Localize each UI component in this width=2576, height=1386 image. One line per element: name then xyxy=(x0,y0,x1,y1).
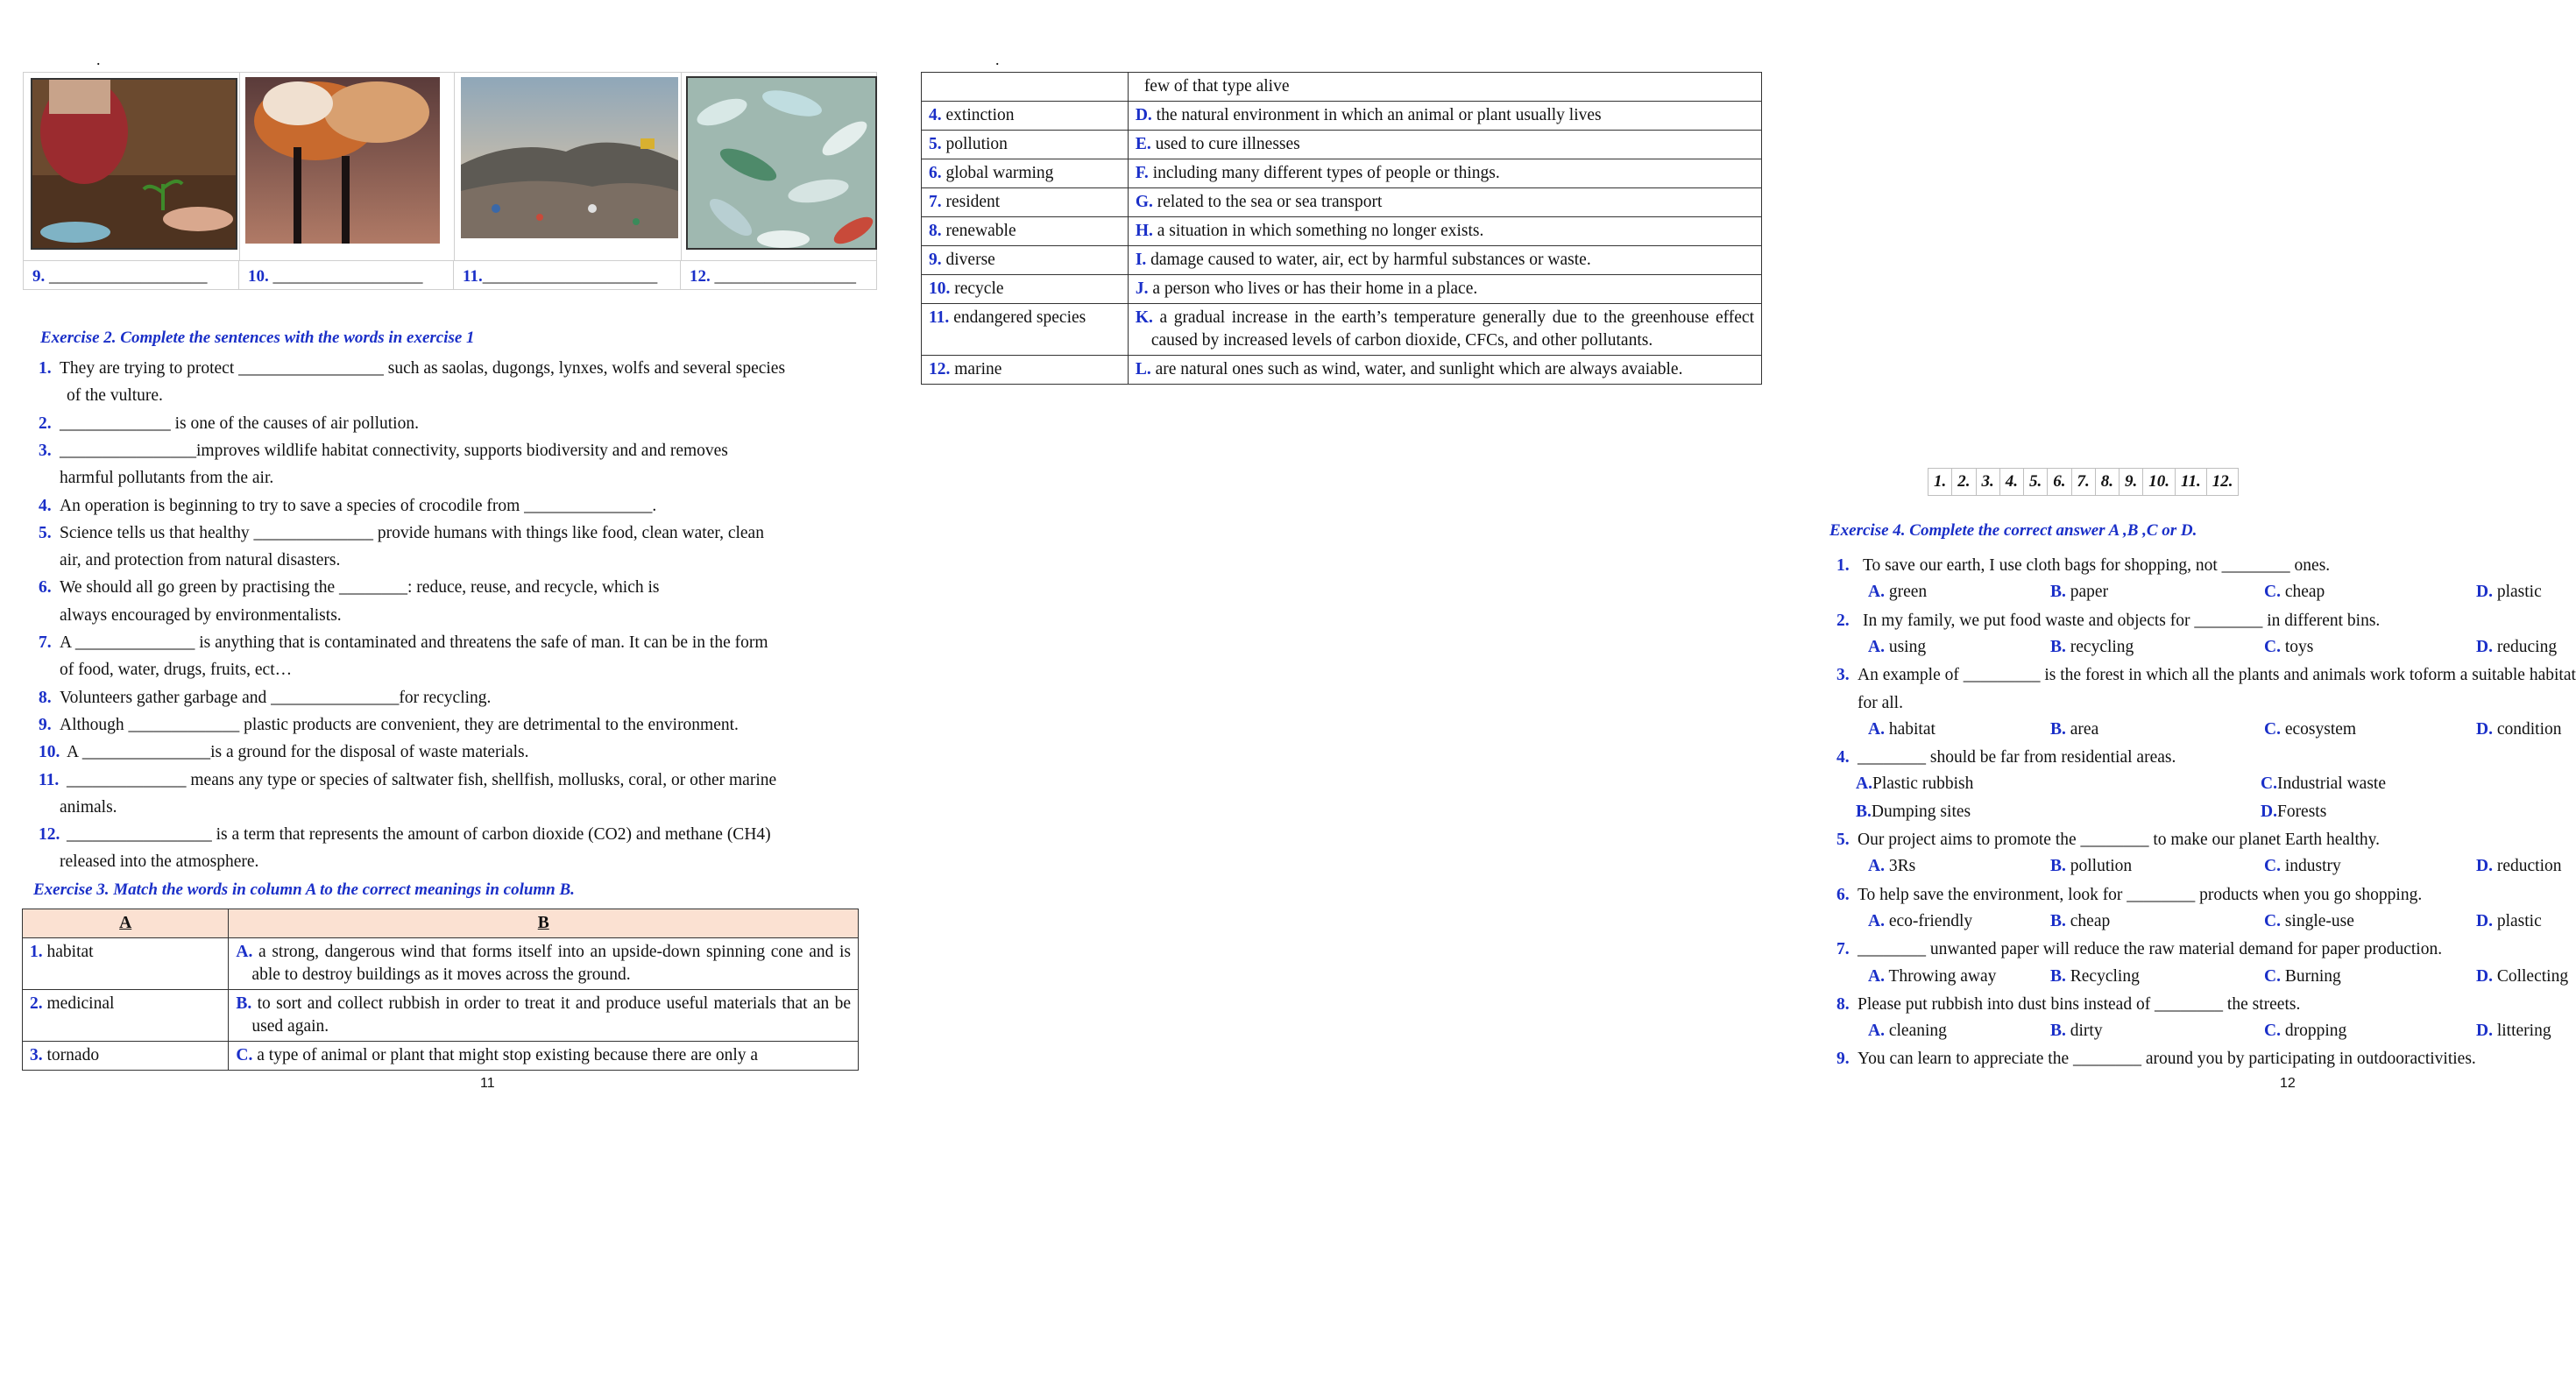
image-cell-12 xyxy=(681,73,876,260)
question-number: 8. xyxy=(1836,994,1850,1014)
question-number: 1. xyxy=(1836,556,1850,575)
answer-cell[interactable]: 10. xyxy=(2143,469,2176,496)
sentence-text: A _______________is a ground for the disposal of waste materials. xyxy=(67,743,529,762)
word: pollution xyxy=(945,135,1008,153)
answer-option[interactable]: C. dropping xyxy=(2264,1022,2347,1041)
page-number: 12 xyxy=(2280,1076,2296,1091)
sentence-number: 6. xyxy=(39,578,52,598)
table-row: 6. global warming F. including many different types of people or things. xyxy=(922,159,1762,188)
answer-option[interactable]: C.Industrial waste xyxy=(2261,774,2386,794)
question-number: 9. xyxy=(1836,1050,1850,1069)
answer-option[interactable]: A. using xyxy=(1868,637,1927,656)
answer-option[interactable]: D. littering xyxy=(2476,1022,2551,1041)
answer-option[interactable]: A. habitat xyxy=(1868,719,1936,739)
answer-option[interactable]: B. pollution xyxy=(2050,857,2133,876)
question-number: 5. xyxy=(1836,831,1850,849)
sentence-text: We should all go green by practising the ________: reduce, reuse, and recycle, which is xyxy=(60,578,660,598)
answer-option[interactable]: C. industry xyxy=(2264,857,2341,876)
answer-option[interactable]: A. cleaning xyxy=(1868,1022,1947,1041)
answer-cell[interactable]: 3. xyxy=(1976,469,1999,496)
answer-option[interactable]: D.Forests xyxy=(2261,802,2327,821)
answer-cell[interactable]: 2. xyxy=(1952,469,1976,496)
answer-option[interactable]: D. condition xyxy=(2476,719,2562,739)
landfill-photo xyxy=(461,77,678,238)
sentence-text: always encouraged by environmentalists. xyxy=(60,605,342,625)
page-number: 11 xyxy=(480,1076,495,1091)
table-row: 11. endangered species K. a gradual increase in the earth’s temperature generally due to the greenhouse effect caused by increased levels of carbon dioxide, CFCs, and other pollutants. xyxy=(922,304,1762,356)
word: tornado xyxy=(46,1046,100,1064)
answer-option[interactable]: C. ecosystem xyxy=(2264,719,2357,739)
answer-option[interactable]: B. Recycling xyxy=(2050,966,2140,986)
answer-option[interactable]: D. plastic xyxy=(2476,583,2542,602)
answer-option[interactable]: D. reducing xyxy=(2476,637,2558,656)
answer-option[interactable]: A.Plastic rubbish xyxy=(1856,774,1974,794)
answer-cell[interactable]: 7. xyxy=(2071,469,2095,496)
meaning: including many different types of people or things. xyxy=(1152,164,1500,182)
answer-option[interactable]: A. 3Rs xyxy=(1868,857,1916,876)
answer-option[interactable]: D. reduction xyxy=(2476,857,2562,876)
answer-option[interactable]: C. single-use xyxy=(2264,911,2354,930)
meaning: damage caused to water, air, ect by harmful substances or waste. xyxy=(1150,251,1591,269)
right-page xyxy=(897,0,2576,1386)
column-a-header: A xyxy=(23,909,229,938)
exercise2-title: Exercise 2. Complete the sentences with the words in exercise 1 xyxy=(40,329,475,347)
table-header-row xyxy=(23,909,859,938)
sentence-number: 7. xyxy=(39,633,52,652)
answer-option[interactable]: B. area xyxy=(2050,719,2099,739)
sentence-text: released into the atmosphere. xyxy=(60,852,259,872)
exercise3-table-continued xyxy=(921,72,1762,385)
question-text: for all. xyxy=(1858,693,1903,712)
answer-option[interactable]: B. dirty xyxy=(2050,1022,2103,1041)
answer-option[interactable]: D. Collecting xyxy=(2476,966,2569,986)
sentence-text: _____________ is one of the causes of air pollution. xyxy=(60,414,419,433)
word: diverse xyxy=(945,251,995,269)
question-text: Our project aims to promote the ________ to make our planet Earth healthy. xyxy=(1858,831,2381,849)
table-row: 8. renewable H. a situation in which something no longer exists. xyxy=(922,217,1762,246)
image-label-9: 9. ___________________ xyxy=(24,261,239,290)
exercise3-table xyxy=(22,909,859,1071)
answer-cell[interactable]: 8. xyxy=(2095,469,2119,496)
word: marine xyxy=(954,360,1002,378)
question-number: 2. xyxy=(1836,611,1850,630)
word: resident xyxy=(945,193,1001,211)
sentence-text: harmful pollutants from the air. xyxy=(60,469,274,488)
left-page xyxy=(0,0,897,1386)
question-text: You can learn to appreciate the ________ around you by participating in outdooractivities. xyxy=(1858,1050,2476,1069)
sentence-number: 4. xyxy=(39,496,52,515)
answer-option[interactable]: B. paper xyxy=(2050,583,2109,602)
table-row: 3. tornado C. a type of animal or plant that might stop existing because there are only a xyxy=(23,1042,859,1071)
question-text: To help save the environment, look for ________ products when you go shopping. xyxy=(1858,885,2423,904)
table-row: 4. extinction D. the natural environment in which an animal or plant usually lives xyxy=(922,102,1762,131)
sentence-number: 11. xyxy=(39,770,60,789)
meaning: a strong, dangerous wind that forms itself into an upside-down spinning cone and is able to destroy buildings as it moves across the ground. xyxy=(251,943,851,984)
answer-cell[interactable]: 5. xyxy=(2024,469,2048,496)
question-text: Please put rubbish into dust bins instead of ________ the streets. xyxy=(1858,994,2301,1014)
meaning: to sort and collect rubbish in order to treat it and produce useful materials that an be used again. xyxy=(251,994,851,1036)
table-row: 7. resident G. related to the sea or sea transport xyxy=(922,188,1762,217)
answer-option[interactable]: D. plastic xyxy=(2476,911,2542,930)
sentence-text: animals. xyxy=(60,797,117,817)
column-b-header: B xyxy=(229,909,859,938)
image-label-12: 12. _________________ xyxy=(690,267,856,286)
word: medicinal xyxy=(46,994,115,1013)
question-text: ________ unwanted paper will reduce the raw material demand for paper production. xyxy=(1858,940,2443,959)
table-row: 12. marine L. are natural ones such as wind, water, and sunlight which are always avaiable. xyxy=(922,356,1762,385)
image-strip xyxy=(23,72,877,290)
sentence-number: 2. xyxy=(39,414,52,433)
sentence-text: Science tells us that healthy ______________ provide humans with things like food, clean water, clean xyxy=(60,523,764,542)
answer-option[interactable]: A. green xyxy=(1868,583,1928,602)
image-label-11: 11._____________________ xyxy=(454,261,681,290)
sentence-text: _________________ is a term that represents the amount of carbon dioxide (CO2) and methane (CH4) xyxy=(67,825,771,845)
answer-cell[interactable]: 4. xyxy=(1999,469,2023,496)
image-label-10: 10. __________________ xyxy=(239,261,454,290)
sentence-text: A ______________ is anything that is contaminated and threatens the safe of man. It can be in the form xyxy=(60,633,768,652)
sentence-number: 1. xyxy=(39,359,52,378)
sentence-text: Volunteers gather garbage and _______________for recycling. xyxy=(60,688,492,707)
meaning: a type of animal or plant that might stop existing because there are only a xyxy=(257,1046,759,1064)
image-cell-9 xyxy=(24,73,240,260)
table-row: 5. pollution E. used to cure illnesses xyxy=(922,131,1762,159)
question-text: ________ should be far from residential areas. xyxy=(1858,748,2176,767)
word: endangered species xyxy=(953,308,1086,327)
sentence-text: of food, water, drugs, fruits, ect… xyxy=(60,661,293,680)
answer-option[interactable]: B. cheap xyxy=(2050,911,2111,930)
table-row xyxy=(922,73,1762,102)
answer-option[interactable]: A. eco-friendly xyxy=(1868,911,1973,930)
question-number: 6. xyxy=(1836,885,1850,904)
sentence-text: of the vulture. xyxy=(67,386,163,406)
table-row: 9. diverse I. damage caused to water, air, ect by harmful substances or waste. xyxy=(922,246,1762,275)
answer-cell[interactable]: 1. xyxy=(1928,469,1952,496)
sentence-number: 12. xyxy=(39,825,60,845)
answer-cell[interactable]: 6. xyxy=(2048,469,2071,496)
answer-option[interactable]: C. Burning xyxy=(2264,966,2341,986)
planting-seedling-photo xyxy=(32,79,237,249)
sentence-text: Although _____________ plastic products are convenient, they are detrimental to the environment. xyxy=(60,715,739,734)
sentence-text: air, and protection from natural disasters. xyxy=(60,551,341,570)
answer-option[interactable]: C. cheap xyxy=(2264,583,2325,602)
meaning: the natural environment in which an animal or plant usually lives xyxy=(1156,106,1602,124)
word: recycle xyxy=(954,279,1004,298)
question-text: To save our earth, I use cloth bags for shopping, not ________ ones. xyxy=(1863,556,2331,575)
answer-option[interactable]: C. toys xyxy=(2264,637,2314,656)
answer-cell[interactable]: 9. xyxy=(2120,469,2143,496)
answer-cell[interactable]: 12. xyxy=(2206,469,2239,496)
table-row: 1. habitat A. a strong, dangerous wind that forms itself into an upside-down spinning cone and is able to destroy buildings as it moves across the ground. xyxy=(23,938,859,990)
sentence-number: 3. xyxy=(39,441,52,460)
meaning: few of that type alive xyxy=(1143,77,1290,95)
sentence-text: They are trying to protect _________________ such as saolas, dugongs, lynxes, wolfs and several species xyxy=(60,359,786,378)
answer-grid xyxy=(1928,468,2239,496)
question-number: 7. xyxy=(1836,940,1850,959)
sentence-number: 10. xyxy=(39,743,60,762)
sentence-number: 8. xyxy=(39,688,52,707)
table-row: 10. recycle J. a person who lives or has their home in a place. xyxy=(922,275,1762,304)
answer-cell[interactable]: 11. xyxy=(2176,469,2207,496)
meaning: a person who lives or has their home in a place. xyxy=(1152,279,1478,298)
meaning: a gradual increase in the earth’s temperature generally due to the greenhouse effect caused by increased levels of carbon dioxide, CFCs, and other pollutants. xyxy=(1150,308,1754,350)
page-dot: . xyxy=(995,51,1000,68)
answer-option[interactable]: A. Throwing away xyxy=(1868,966,1997,986)
question-number: 3. xyxy=(1836,666,1850,685)
question-number: 4. xyxy=(1836,748,1850,767)
meaning: used to cure illnesses xyxy=(1155,135,1300,153)
sentence-text: ______________ means any type or species of saltwater fish, shellfish, mollusks, coral, or other marine xyxy=(67,770,777,789)
sentence-number: 5. xyxy=(39,523,52,542)
word: habitat xyxy=(46,943,94,961)
sentence-text: An operation is beginning to try to save a species of crocodile from _______________. xyxy=(60,496,657,515)
image-label-row xyxy=(24,260,876,290)
meaning: are natural ones such as wind, water, and sunlight which are always avaiable. xyxy=(1155,360,1683,378)
sentence-number: 9. xyxy=(39,715,52,734)
answer-option[interactable]: B.Dumping sites xyxy=(1856,802,1971,821)
table-row: 2. medicinal B. to sort and collect rubbish in order to treat it and produce useful materials that an be used again. xyxy=(23,990,859,1042)
plastic-bottles-photo xyxy=(687,77,876,249)
meaning: related to the sea or sea transport xyxy=(1157,193,1383,211)
question-text: In my family, we put food waste and objects for ________ in different bins. xyxy=(1863,611,2381,630)
factory-smoke-photo xyxy=(245,77,440,244)
exercise3-title: Exercise 3. Match the words in column A to the correct meanings in column B. xyxy=(33,880,575,899)
answer-option[interactable]: B. recycling xyxy=(2050,637,2134,656)
page-dot: . xyxy=(96,51,101,68)
image-cell-10 xyxy=(239,73,455,260)
exercise4-title: Exercise 4. Complete the correct answer A ,B ,C or D. xyxy=(1829,521,2197,540)
meaning: a situation in which something no longer exists. xyxy=(1157,222,1484,240)
sentence-text: ________________improves wildlife habitat connectivity, supports biodiversity and and removes xyxy=(60,441,728,460)
word: extinction xyxy=(945,106,1015,124)
word: renewable xyxy=(945,222,1016,240)
word: global warming xyxy=(945,164,1054,182)
image-cell-11 xyxy=(454,73,682,260)
question-text: An example of _________ is the forest in which all the plants and animals work toform a suitable habitat xyxy=(1858,666,2576,685)
